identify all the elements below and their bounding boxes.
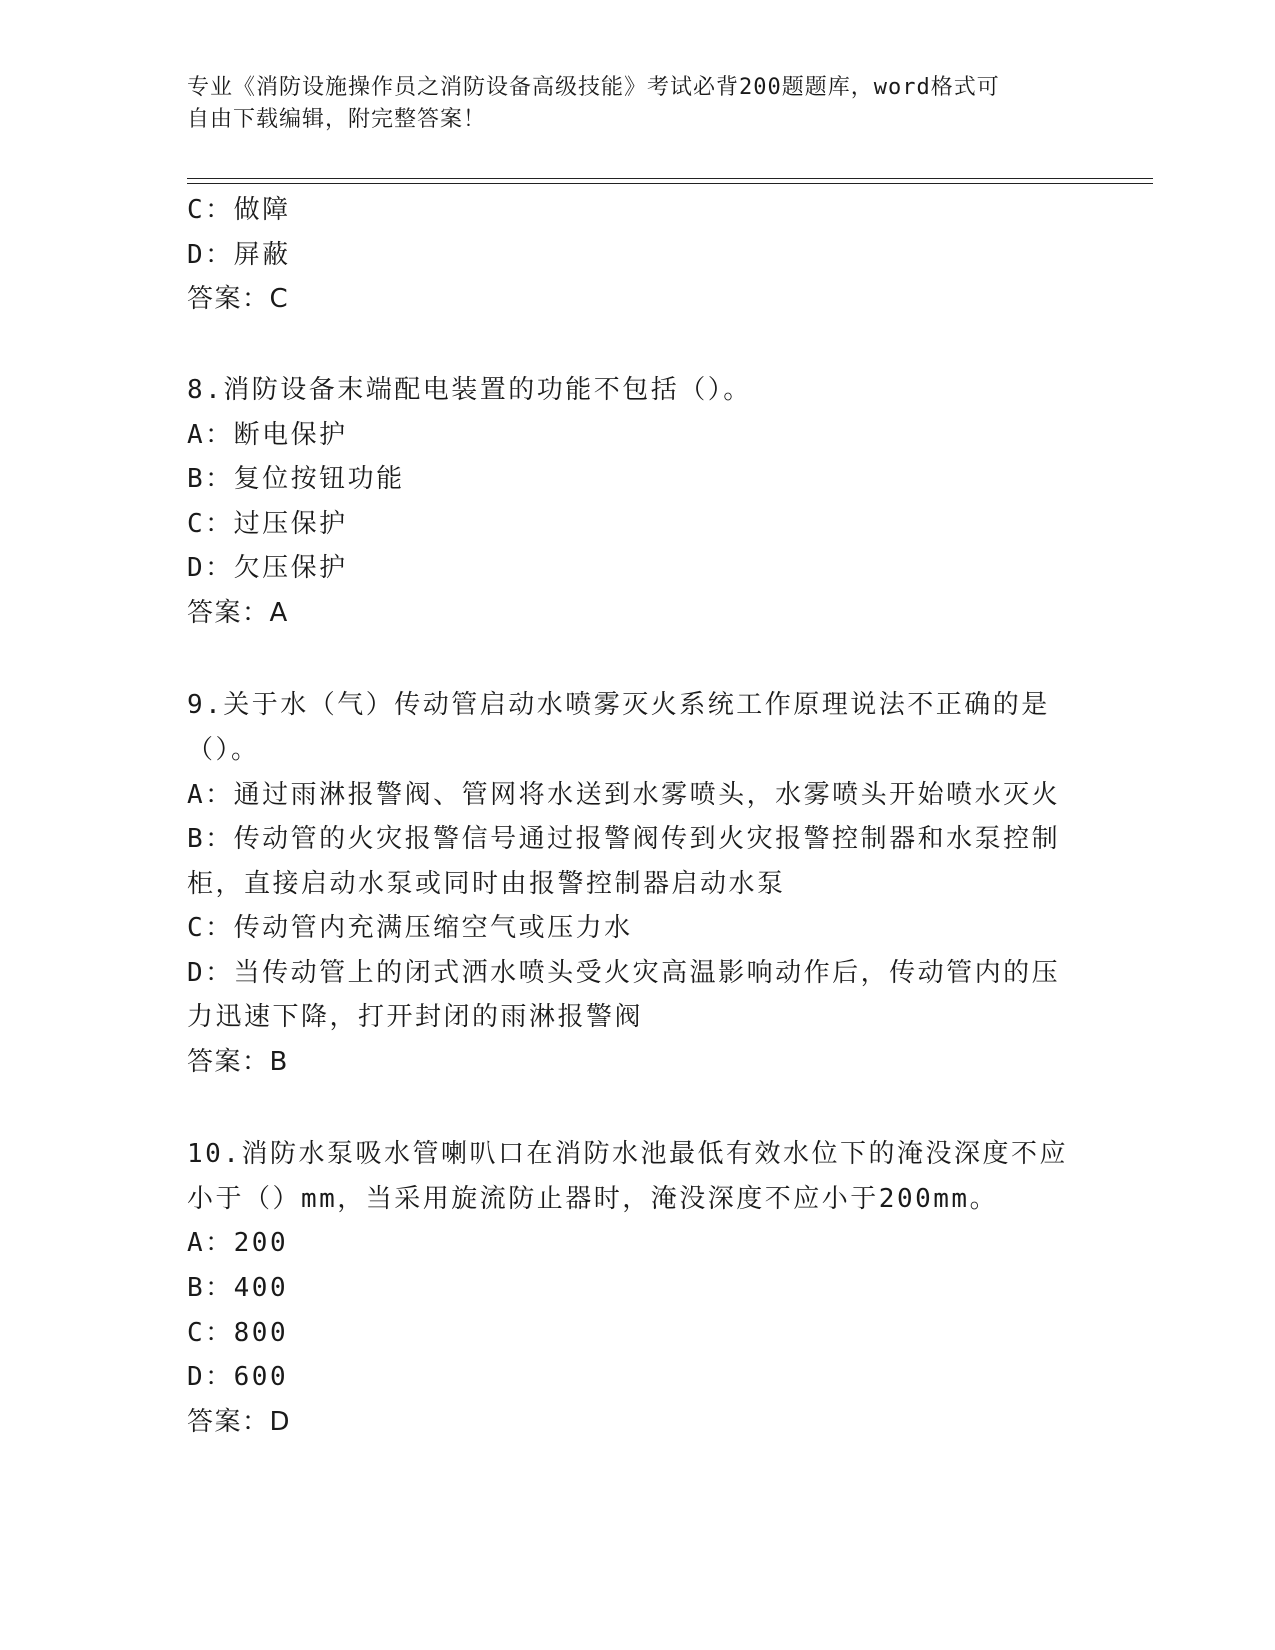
q7-option-d: D：屏蔽	[187, 240, 291, 270]
q10-option-d: D：600	[187, 1362, 289, 1392]
q8-question: 8.消防设备末端配电装置的功能不包括（）。	[187, 375, 752, 405]
q9-option-b-line-1: B：传动管的火灾报警信号通过报警阀传到火灾报警控制器和水泵控制	[187, 824, 1061, 854]
header-divider-top	[187, 178, 1153, 179]
q10-option-b: B：400	[187, 1273, 289, 1303]
q8-option-c: C：过压保护	[187, 509, 348, 539]
q9-option-d-line-1: D：当传动管上的闭式洒水喷头受火灾高温影响动作后，传动管内的压	[187, 958, 1061, 988]
q10-option-c: C：800	[187, 1318, 289, 1348]
q9-question-line-2: （）。	[187, 735, 260, 765]
q10-question-line-1: 10.消防水泵吸水管喇叭口在消防水池最低有效水位下的淹没深度不应	[187, 1139, 1068, 1169]
q8-option-d: D：欠压保护	[187, 553, 348, 583]
q10-answer: 答案：D	[187, 1407, 292, 1437]
q9-option-b-line-2: 柜，直接启动水泵或同时由报警控制器启动水泵	[187, 869, 786, 899]
q9-option-c: C：传动管内充满压缩空气或压力水	[187, 913, 633, 943]
q10-option-a: A：200	[187, 1228, 289, 1258]
q8-option-a: A：断电保护	[187, 420, 348, 450]
q9-question-line-1: 9.关于水（气）传动管启动水喷雾灭火系统工作原理说法不正确的是	[187, 690, 1050, 720]
q9-answer: 答案：B	[187, 1047, 289, 1077]
q9-option-d-line-2: 力迅速下降，打开封闭的雨淋报警阀	[187, 1002, 644, 1032]
header-line-2: 自由下载编辑，附完整答案！	[187, 107, 487, 132]
q8-answer: 答案：A	[187, 598, 289, 628]
q7-answer: 答案：C	[187, 284, 290, 314]
header-divider-bottom	[187, 183, 1153, 184]
q8-option-b: B：复位按钮功能	[187, 464, 405, 494]
page-header	[187, 72, 1087, 136]
q7-option-c: C：做障	[187, 195, 291, 225]
header-line-1: 专业《消防设施操作员之消防设备高级技能》考试必背200题题库，word格式可	[187, 75, 1000, 100]
q10-question-line-2: 小于（）mm，当采用旋流防止器时，淹没深度不应小于200mm。	[187, 1184, 999, 1214]
q9-option-a: A：通过雨淋报警阀、管网将水送到水雾喷头，水雾喷头开始喷水灭火	[187, 780, 1061, 810]
